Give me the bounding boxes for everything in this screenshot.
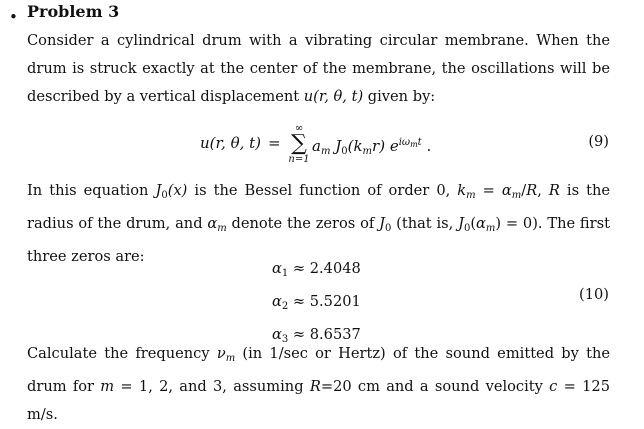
equation-number-10: (10): [579, 286, 609, 303]
sum-lower-limit: n=1: [288, 154, 310, 165]
equation-number-9: (9): [588, 133, 609, 150]
problem-title: Problem 3: [27, 2, 120, 21]
equation-rhs: $a_m$ $J_0(k_mr)$ $e^{i\omega mt}$ .: [312, 137, 432, 157]
zero-row-3: $\alpha_3 \approx 8.6537$: [272, 326, 361, 345]
question-paragraph: Calculate the frequency $\nu_m$ (in 1/sec or Hertz) of the sound emitted by the drum for m = 1, 2, and 3, assuming R=20 cm and a sound velocity c = 125 m/s.: [27, 345, 610, 423]
zero-value-3: 8.6537: [309, 326, 361, 343]
intro-paragraph: Consider a cylindrical drum with a vibrating circular membrane. When the drum is struck exactly at the center of the membrane, the oscillations will be described by a vertical displacement u(r, θ, t) given by:: [27, 32, 610, 105]
bessel-paragraph: In this equation $J_0(x)$ is the Bessel function of order 0, $k_m = \alpha_m/R$, R is the radius of the drum, and $\alpha_m$ denote the zeros of $J_0$ (that is, $J_0(\alpha_m) = 0$). The first three zeros are:: [27, 182, 611, 265]
summation: [288, 124, 310, 166]
zero-row-2: $\alpha_2 \approx 5.5201$: [272, 293, 361, 312]
sum-upper-limit: ∞: [294, 123, 304, 134]
zero-row-1: $\alpha_1 \approx 2.4048$: [272, 260, 361, 279]
equation-lhs: u(r, θ, t): [200, 134, 262, 152]
zero-value-2: 5.5201: [309, 293, 361, 310]
equals-sign: =: [268, 134, 281, 152]
displacement-function: u(r, θ, t): [303, 88, 364, 105]
bullet-point: •: [9, 8, 18, 26]
sigma-symbol: ∑: [291, 131, 307, 156]
zero-value-1: 2.4048: [309, 260, 361, 277]
